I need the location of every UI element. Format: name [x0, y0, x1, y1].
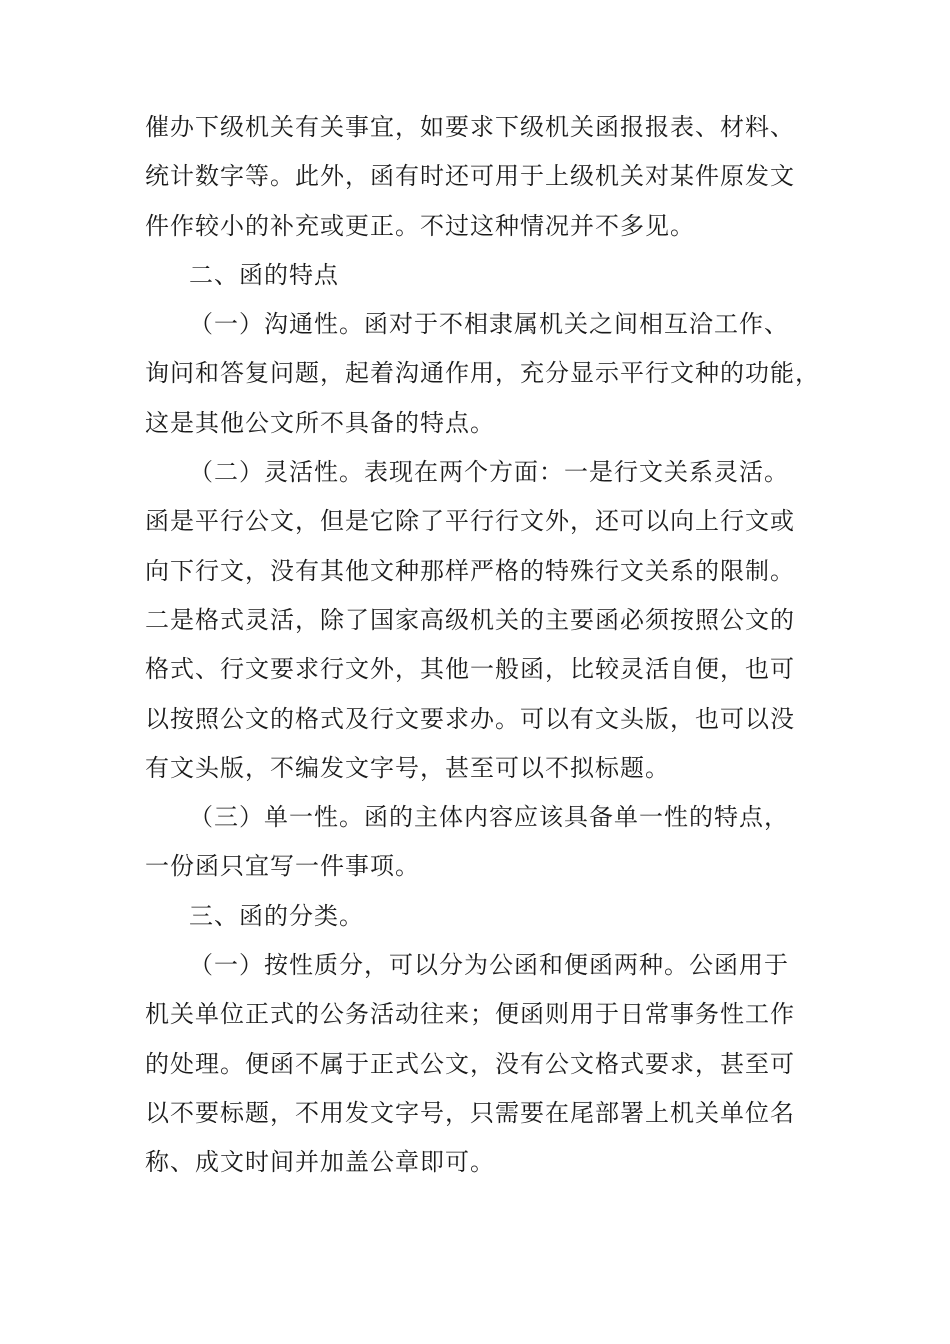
text-line: 一份函只宜写一件事项。 [145, 852, 420, 881]
text-line: 有文头版，不编发文字号，甚至可以不拟标题。 [145, 753, 670, 782]
text-line: 件作较小的补充或更正。不过这种情况并不多见。 [145, 211, 695, 240]
text-line: 机关单位正式的公务活动往来；便函则用于日常事务性工作 [145, 1000, 795, 1029]
section-heading: 三、函的分类。 [189, 901, 364, 930]
text-line: 询问和答复问题，起着沟通作用，充分显示平行文种的功能， [145, 359, 820, 388]
text-line: 称、成文时间并加盖公章即可。 [145, 1148, 495, 1177]
text-line: 统计数字等。此外，函有时还可用于上级机关对某件原发文 [145, 162, 795, 191]
text-line: （一）沟通性。函对于不相隶属机关之间相互洽工作、 [189, 310, 789, 339]
text-line: （三）单一性。函的主体内容应该具备单一性的特点， [189, 803, 789, 832]
section-heading: 二、函的特点 [189, 260, 339, 289]
text-line: 催办下级机关有关事宜，如要求下级机关函报报表、材料、 [145, 113, 795, 141]
text-line: 格式、行文要求行文外，其他一般函，比较灵活自便，也可 [145, 655, 795, 684]
text-line: 以按照公文的格式及行文要求办。可以有文头版，也可以没 [145, 704, 795, 733]
text-line: 二是格式灵活，除了国家高级机关的主要函必须按照公文的 [145, 605, 795, 634]
document-body [145, 103, 820, 1188]
text-line: 向下行文，没有其他文种那样严格的特殊行文关系的限制。 [145, 556, 795, 585]
text-line: 的处理。便函不属于正式公文，没有公文格式要求，甚至可 [145, 1049, 795, 1078]
text-line: （二）灵活性。表现在两个方面：一是行文关系灵活。 [189, 458, 789, 487]
text-line: 函是平行公文，但是它除了平行行文外，还可以向上行文或 [145, 507, 795, 536]
text-line: 这是其他公文所不具备的特点。 [145, 408, 495, 437]
text-line: （一）按性质分，可以分为公函和便函两种。公函用于 [189, 951, 789, 980]
text-line: 以不要标题，不用发文字号，只需要在尾部署上机关单位名 [145, 1098, 795, 1127]
